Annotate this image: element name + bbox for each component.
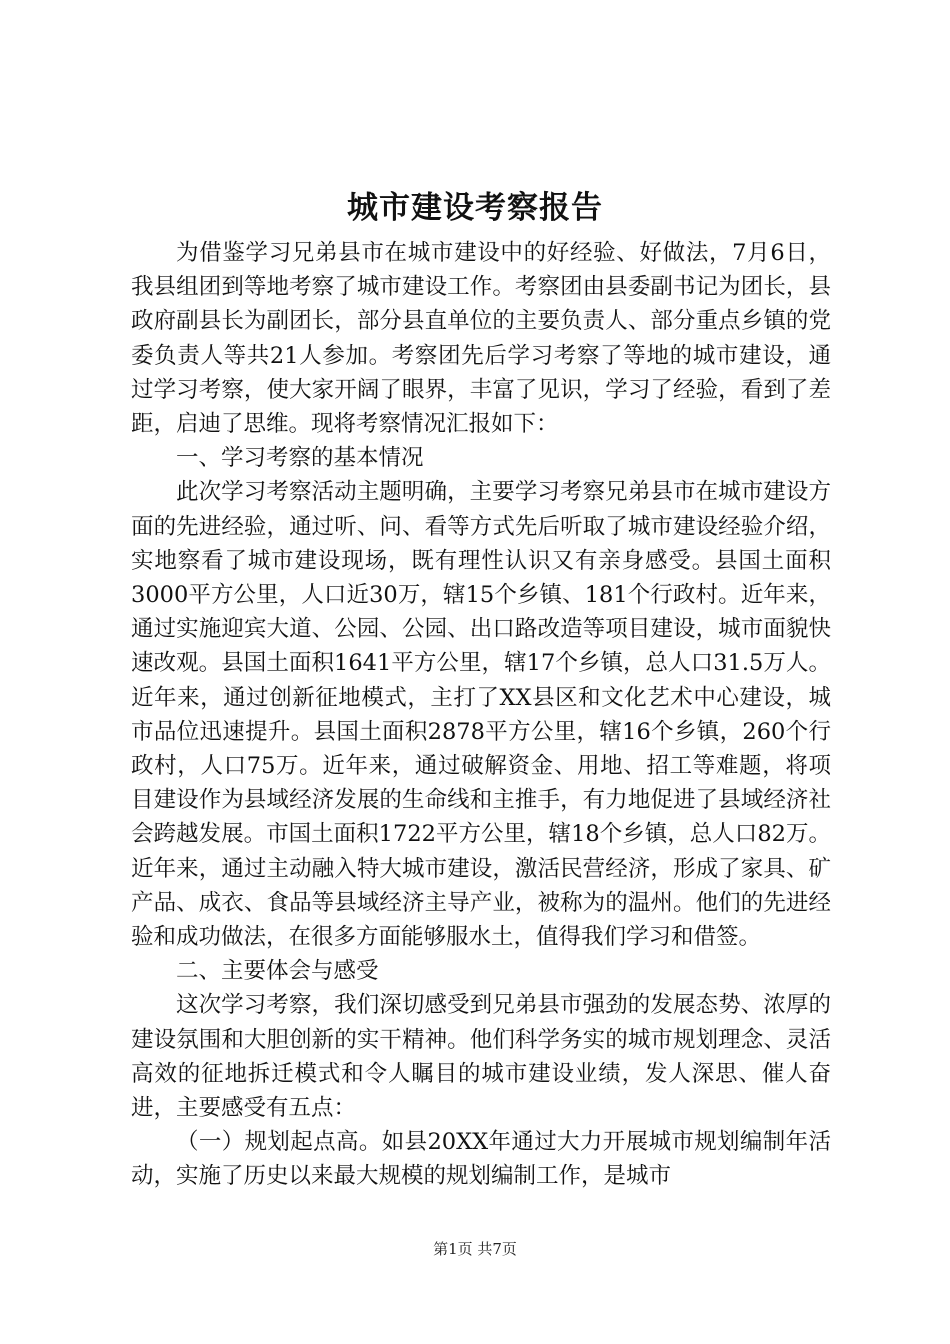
section-1-paragraph: 此次学习考察活动主题明确，主要学习考察兄弟县市在城市建设方面的先进经验，通过听、问、看等方式先后听取了城市建设经验介绍，实地察看了城市建设现场，既有理性认识又有亲身感受。县国土面积3000平方公里，人口近30万，辖15个乡镇、181个行政村。近年来，通过实施迎宾大道、公园、公园、出口路改造等项目建设，城市面貌快速改观。县国土面积1641平方公里，辖17个乡镇，总人口31.5万人。近年来，通过创新征地模式，主打了XX县区和文化艺术中心建设，城市品位迅速提升。县国土面积2878平方公里，辖16个乡镇，260个行政村，人口75万。近年来，通过破解资金、用地、招工等难题，将项目建设作为县域经济发展的生命线和主推手，有力地促进了县域经济社会跨越发展。市国土面积1722平方公里，辖18个乡镇，总人口82万。近年来，通过主动融入特大城市建设，激活民营经济，形成了家具、矿产品、成衣、食品等县域经济主导产业，被称为的温州。他们的先进经验和成功做法，在很多方面能够服水土，值得我们学习和借签。	[131, 479, 831, 951]
page-footer: 第1页 共7页	[433, 1240, 517, 1258]
section-2-paragraph: 这次学习考察，我们深切感受到兄弟县市强劲的发展态势、浓厚的建设氛围和大胆创新的实干精神。他们科学务实的城市规划理念、灵活高效的征地拆迁模式和令人瞩目的城市建设业绩，发人深思、催人奋进，主要感受有五点：	[131, 992, 831, 1122]
subsection-1-paragraph: （一）规划起点高。如县20XX年通过大力开展城市规划编制年活动，实施了历史以来最大规模的规划编制工作，是城市	[131, 1129, 831, 1190]
section-heading-2: 二、主要体会与感受	[176, 958, 379, 985]
intro-paragraph: 为借鉴学习兄弟县市在城市建设中的好经验、好做法，7月6日，我县组团到等地考察了城市建设工作。考察团由县委副书记为团长，县政府副县长为副团长，部分县直单位的主要负责人、部分重点乡镇的党委负责人等共21人参加。考察团先后学习考察了等地的城市建设，通过学习考察，使大家开阔了眼界，丰富了见识，学习了经验，看到了差距，启迪了思维。现将考察情况汇报如下：	[131, 240, 831, 438]
section-heading-1: 一、学习考察的基本情况	[176, 445, 424, 472]
document-body	[131, 236, 831, 1194]
document-title: 城市建设考察报告	[347, 190, 603, 226]
